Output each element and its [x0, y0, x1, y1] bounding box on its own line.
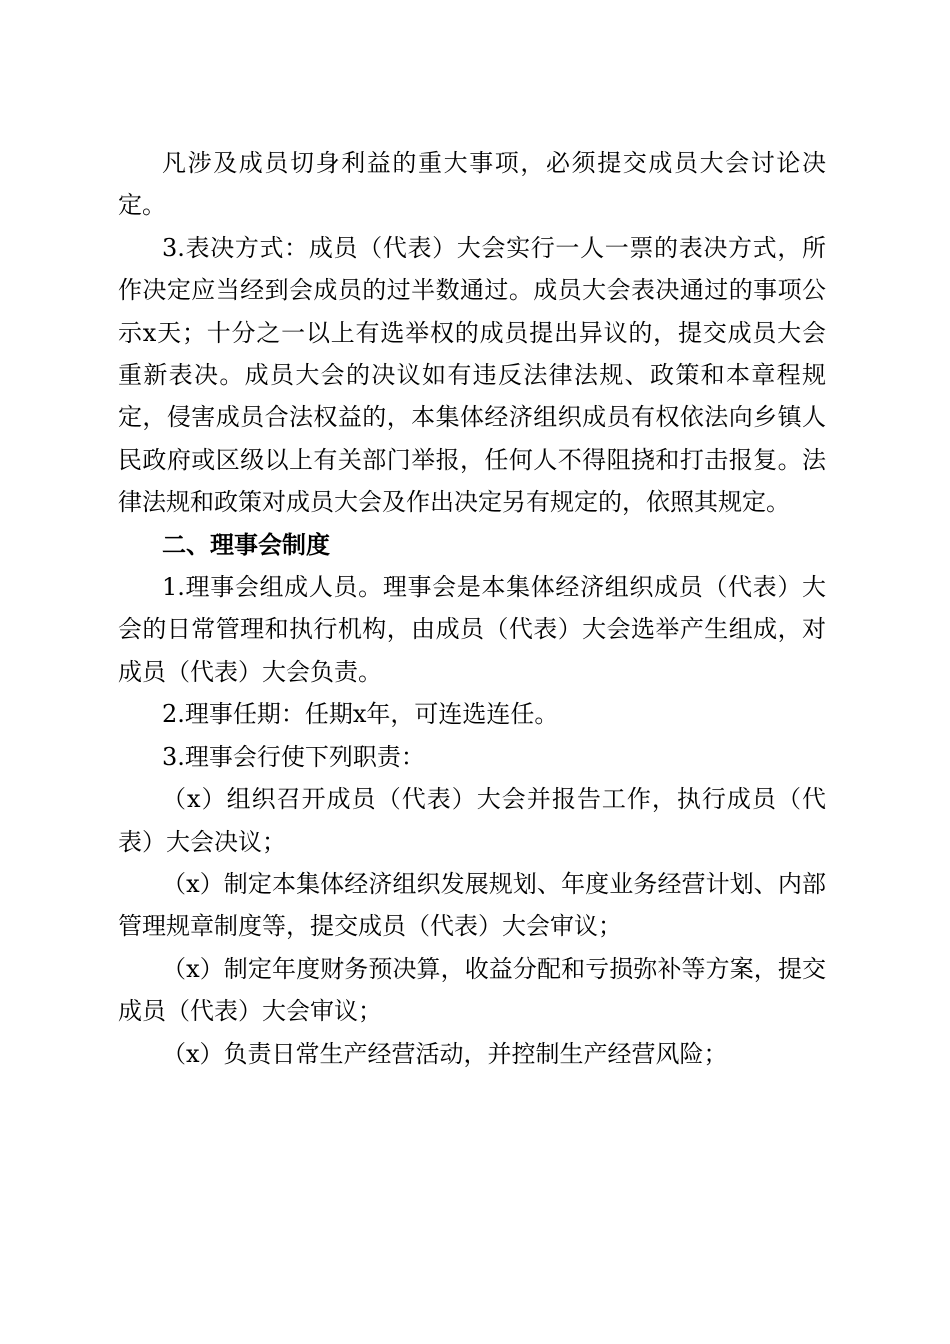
list-item-duty: （x）制定年度财务预决算，收益分配和亏损弥补等方案，提交成员（代表）大会审议；	[118, 954, 826, 1026]
paragraph-board-term: 2.理事任期：任期x年，可连选连任。	[162, 700, 559, 729]
paragraph-board-composition: 1.理事会组成人员。理事会是本集体经济组织成员（代表）大会的日常管理和执行机构，由成员（代表）大会选举产生组成，对成员（代表）大会负责。	[118, 573, 826, 686]
paragraph-board-duties-intro: 3.理事会行使下列职责：	[162, 742, 425, 771]
list-item-duty: （x）制定本集体经济组织发展规划、年度业务经营计划、内部管理规章制度等，提交成员（代表）大会审议；	[118, 869, 826, 941]
section-heading-board-system: 二、理事会制度	[162, 530, 330, 559]
list-item-duty: （x）负责日常生产经营活动，并控制生产经营风险；	[162, 1039, 728, 1068]
document-body	[118, 142, 826, 1075]
list-item-duty: （x）组织召开成员（代表）大会并报告工作，执行成员（代表）大会决议；	[118, 785, 826, 856]
paragraph-voting-method: 3.表决方式：成员（代表）大会实行一人一票的表决方式，所作决定应当经到会成员的过半数通过。成员大会表决通过的事项公示x天；十分之一以上有选举权的成员提出异议的，提交成员大会重新表决。成员大会的决议如有违反法律法规、政策和本章程规定，侵害成员合法权益的，本集体经济组织成员有权依法向乡镇人民政府或区级以上有关部门举报，任何人不得阻挠和打击报复。法律法规和政策对成员大会及作出决定另有规定的，依照其规定。	[118, 233, 826, 517]
paragraph-major-matters: 凡涉及成员切身利益的重大事项，必须提交成员大会讨论决定。	[118, 149, 826, 220]
